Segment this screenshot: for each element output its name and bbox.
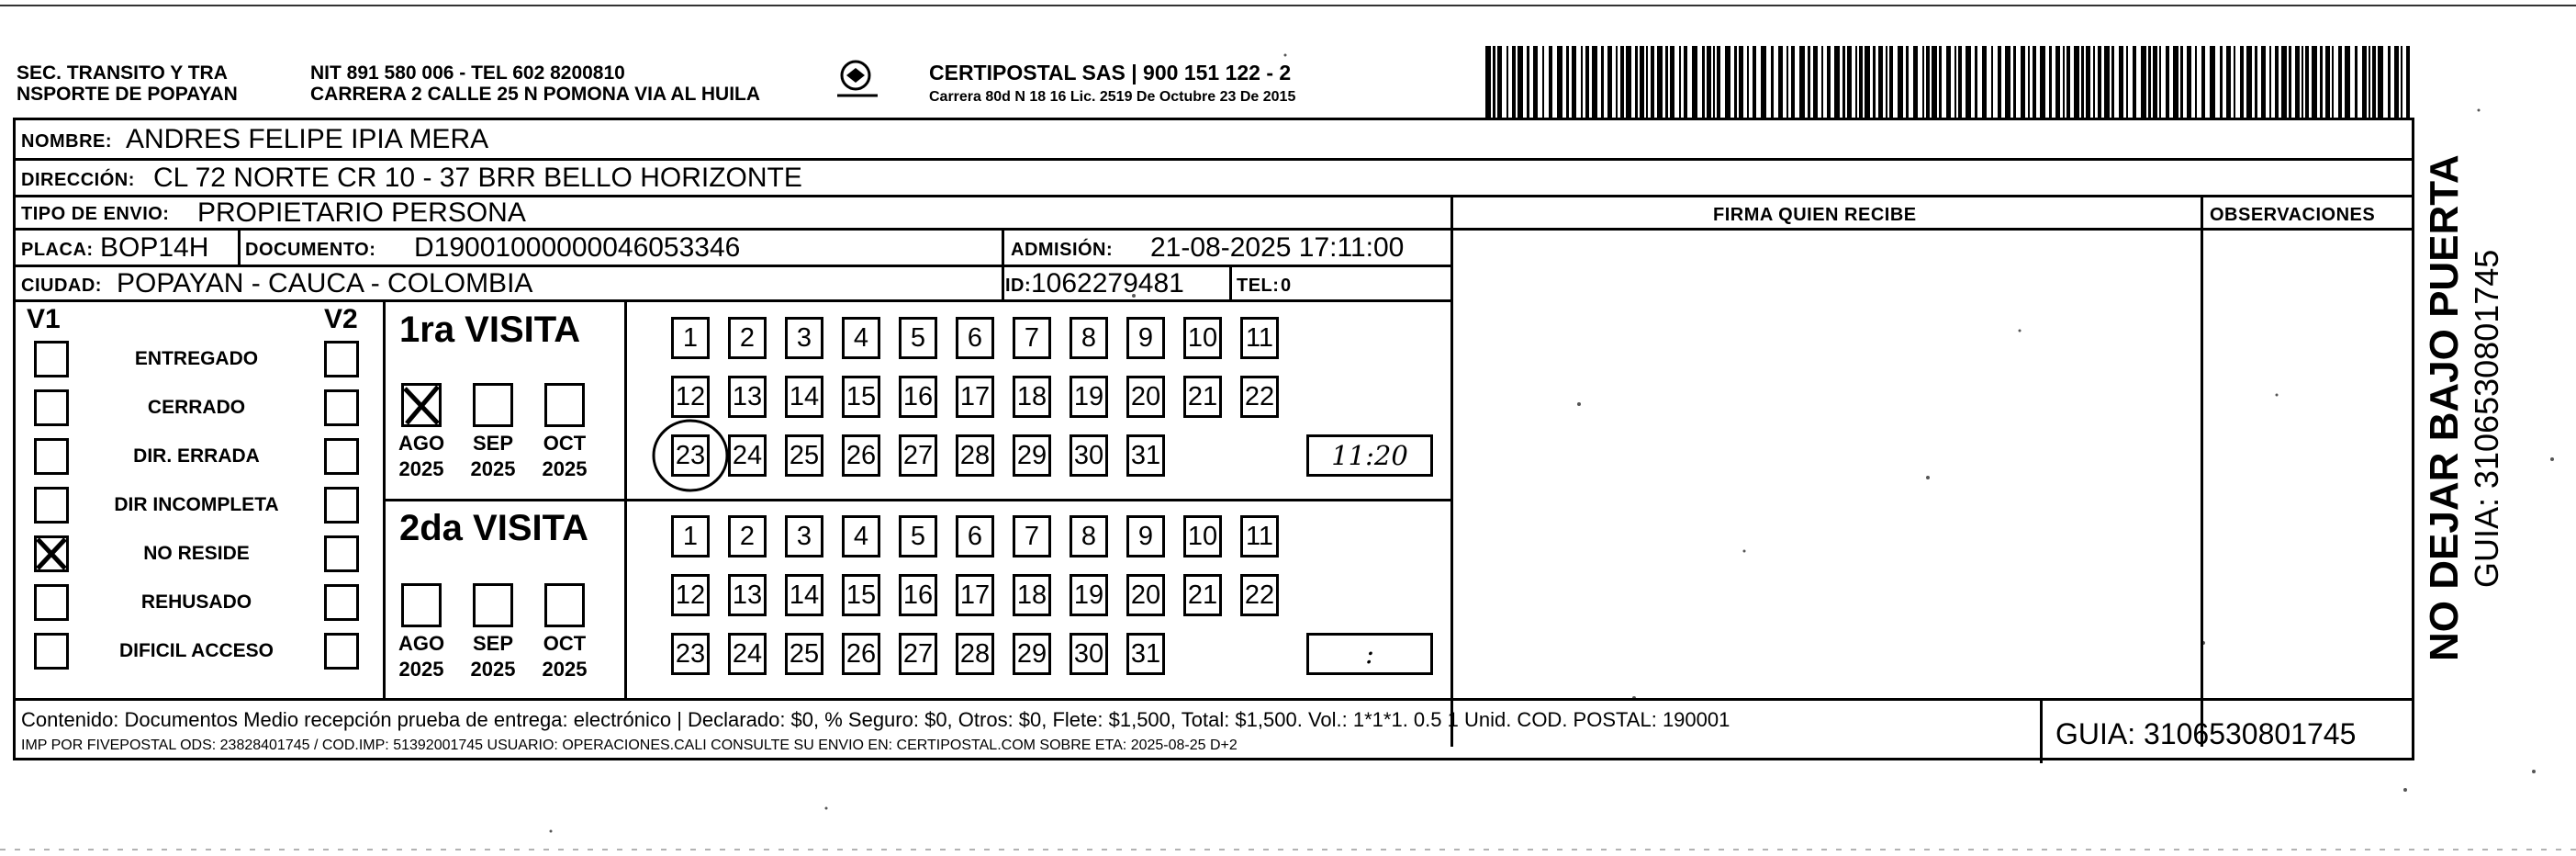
v1-checkbox[interactable] [34,341,69,377]
month-label: OCT [543,632,587,655]
year-label: 2025 [398,457,444,480]
tel-label: TEL: [1237,276,1280,296]
day-box[interactable]: 18 [1013,376,1051,418]
day-box[interactable]: 20 [1126,376,1165,418]
v1-checkbox[interactable] [34,633,69,670]
month-label: SEP [472,632,514,655]
observations-column-header: OBSERVACIONES [2210,205,2376,225]
status-option-label: NO RESIDE [143,543,250,564]
day-box[interactable]: 26 [842,633,880,675]
courier-sub: Carrera 80d N 18 16 Lic. 2519 De Octubre 23 De 2015 [929,89,1296,105]
month-checkbox[interactable] [473,383,513,427]
day-box[interactable]: 27 [899,434,937,477]
month-checkbox[interactable] [401,383,442,427]
day-box[interactable]: 11 [1240,317,1279,359]
day-box[interactable]: 14 [785,574,823,616]
x-mark-icon [34,535,69,572]
day-box[interactable]: 31 [1126,434,1165,477]
month-label: SEP [472,432,514,455]
type-row [16,197,2412,231]
city-row [16,267,1453,302]
day-box[interactable]: 15 [842,574,880,616]
name-row [16,120,2412,161]
day-box[interactable]: 29 [1013,633,1051,675]
day-box[interactable]: 9 [1126,317,1165,359]
year-label: 2025 [398,658,444,681]
org-name-line2: NSPORTE DE POPAYAN [17,84,238,105]
admission-value: 21-08-2025 17:11:00 [1150,232,1405,263]
day-box[interactable]: 21 [1183,376,1222,418]
visit2-title: 2da VISITA [399,508,588,548]
v1-checkbox[interactable] [34,535,69,572]
name-label: NOMBRE: [21,131,113,152]
city-label: CIUDAD: [21,276,102,296]
day-box[interactable]: 6 [956,515,994,558]
plate-label: PLACA: [21,240,94,260]
day-box[interactable]: 28 [956,633,994,675]
year-label: 2025 [542,457,588,480]
day-box[interactable]: 25 [785,633,823,675]
address-row [16,161,2412,197]
delivery-form [13,118,2414,760]
day-box[interactable]: 7 [1013,317,1051,359]
day-box[interactable]: 1 [671,317,710,359]
month-checkbox[interactable] [473,583,513,627]
day-box[interactable]: 5 [899,317,937,359]
day-box[interactable]: 29 [1013,434,1051,477]
day-box[interactable]: 13 [728,376,767,418]
plate-value: BOP14H [100,232,209,263]
status-option-label: DIR. ERRADA [133,445,260,467]
day-box[interactable]: 17 [956,376,994,418]
month-checkbox[interactable] [401,583,442,627]
barcode [1485,46,2417,118]
tel-value: 0 [1281,276,1292,296]
day-box[interactable]: 28 [956,434,994,477]
nit-line: NIT 891 580 006 - TEL 602 8200810 [310,62,625,84]
day-box[interactable]: 30 [1070,434,1108,477]
name-value: ANDRES FELIPE IPIA MERA [126,124,489,154]
id-label: ID: [1005,276,1032,296]
v1-checkbox[interactable] [34,438,69,475]
day-box[interactable]: 10 [1183,317,1222,359]
day-box[interactable]: 19 [1070,376,1108,418]
type-label: TIPO DE ENVIO: [21,204,170,224]
day-box[interactable]: 12 [671,376,710,418]
type-value: PROPIETARIO PERSONA [197,197,526,228]
org-name-line1: SEC. TRANSITO Y TRA [17,62,228,84]
footer-guide-number: GUIA: 3106530801745 [2055,717,2357,750]
day-box[interactable]: 7 [1013,515,1051,558]
document-value: D19001000000046053346 [414,232,741,263]
day-box[interactable]: 13 [728,574,767,616]
v2-checkbox[interactable] [324,584,359,621]
v2-checkbox[interactable] [324,487,359,524]
month-label: OCT [543,432,587,455]
address-label: DIRECCIÓN: [21,170,135,190]
day-box[interactable]: 15 [842,376,880,418]
no-dejar-bajo-puerta: NO DEJAR BAJO PUERTA [2422,154,2467,661]
day-box[interactable]: 8 [1070,317,1108,359]
day-box[interactable]: 18 [1013,574,1051,616]
day-box[interactable]: 4 [842,317,880,359]
day-box[interactable]: 8 [1070,515,1108,558]
v2-checkbox[interactable] [324,438,359,475]
address-line: CARRERA 2 CALLE 25 N POMONA VIA AL HUILA [310,84,761,105]
year-label: 2025 [470,658,516,681]
status-option-label: DIFICIL ACCESO [118,640,274,661]
footer-print-line: IMP POR FIVEPOSTAL ODS: 23828401745 / COD.IMP: 51392001745 USUARIO: OPERACIONES.CALI CONSULTE SU ENVIO EN: CERTIPOSTAL.COM SOBRE ETA: 2025-08-25 D+2 [21,738,1238,753]
admission-label: ADMISIÓN: [1011,240,1114,260]
day-box[interactable]: 31 [1126,633,1165,675]
day-box[interactable]: 27 [899,633,937,675]
day-box[interactable]: 9 [1126,515,1165,558]
time-box[interactable]: 11:20 [1306,434,1433,477]
day-box[interactable]: 22 [1240,574,1279,616]
v1-checkbox[interactable] [34,389,69,426]
day-box[interactable]: 2 [728,317,767,359]
v1-checkbox[interactable] [34,487,69,524]
v2-checkbox[interactable] [324,633,359,670]
day-box[interactable]: 5 [899,515,937,558]
signature-column-header: FIRMA QUIEN RECIBE [1713,205,1917,225]
v1-checkbox[interactable] [34,584,69,621]
day-box[interactable]: 2 [728,515,767,558]
day-box[interactable]: 14 [785,376,823,418]
day-box[interactable]: 17 [956,574,994,616]
v2-header: V2 [324,304,358,334]
v1-header: V1 [27,304,61,334]
month-label: AGO [398,432,445,455]
v2-checkbox[interactable] [324,535,359,572]
day-box[interactable]: 16 [899,376,937,418]
v2-checkbox[interactable] [324,341,359,377]
year-label: 2025 [542,658,588,681]
month-checkbox[interactable] [544,383,585,427]
id-value: 1062279481 [1031,268,1184,298]
day-box[interactable]: 23 [671,633,710,675]
day-box[interactable]: 11 [1240,515,1279,558]
plate-row [16,231,1453,267]
time-box[interactable]: : [1306,633,1433,675]
day-box[interactable]: 26 [842,434,880,477]
day-box[interactable]: 23 [671,434,710,477]
day-box[interactable]: 4 [842,515,880,558]
footer-content-line: Contenido: Documentos Medio recepción prueba de entrega: electrónico | Declarado: $0, % Seguro: $0, Otros: $0, Flete: $1,500, Total: $1,500. Vol.: 1*1*1. 0.5 1 Unid. COD. POSTAL: 190001 [21,708,1730,731]
day-box[interactable]: 1 [671,515,710,558]
document-label: DOCUMENTO: [245,240,376,260]
courier-logo-icon [834,59,881,101]
day-box[interactable]: 21 [1183,574,1222,616]
day-box[interactable]: 10 [1183,515,1222,558]
day-box[interactable]: 3 [785,515,823,558]
status-option-label: DIR INCOMPLETA [114,494,279,515]
address-value: CL 72 NORTE CR 10 - 37 BRR BELLO HORIZONTE [153,163,802,193]
x-mark-icon [401,383,442,427]
side-guide-number: GUIA: 3106530801745 [2468,249,2505,588]
courier-line: CERTIPOSTAL SAS | 900 151 122 - 2 [929,61,1292,84]
day-box[interactable]: 24 [728,434,767,477]
day-box[interactable]: 24 [728,633,767,675]
visit1-title: 1ra VISITA [399,310,581,350]
status-option-label: ENTREGADO [134,348,259,369]
v2-checkbox[interactable] [324,389,359,426]
day-box[interactable]: 22 [1240,376,1279,418]
day-box[interactable]: 3 [785,317,823,359]
status-option-label: CERRADO [147,397,246,418]
handwritten-circle-icon [649,414,732,497]
month-checkbox[interactable] [544,583,585,627]
year-label: 2025 [470,457,516,480]
day-box[interactable]: 20 [1126,574,1165,616]
day-box[interactable]: 25 [785,434,823,477]
day-box[interactable]: 30 [1070,633,1108,675]
month-label: AGO [398,632,445,655]
day-box[interactable]: 12 [671,574,710,616]
day-box[interactable]: 19 [1070,574,1108,616]
city-value: POPAYAN - CAUCA - COLOMBIA [117,268,533,298]
status-option-label: REHUSADO [140,591,252,613]
day-box[interactable]: 16 [899,574,937,616]
day-box[interactable]: 6 [956,317,994,359]
